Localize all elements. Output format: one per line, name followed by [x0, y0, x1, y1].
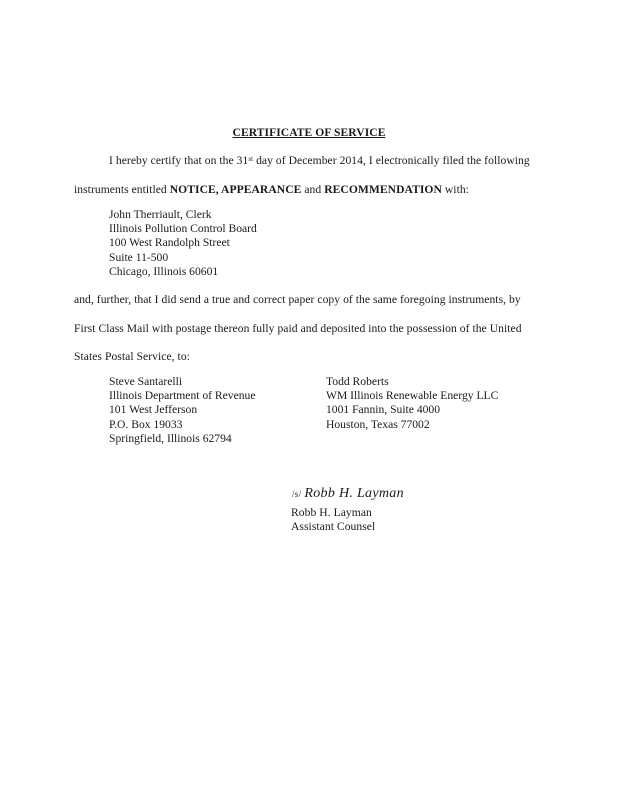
revenue-address-block	[109, 375, 256, 446]
wm-address-block	[326, 375, 498, 432]
signer-name: Robb H. Layman	[291, 506, 372, 519]
address-line: Illinois Department of Revenue	[109, 389, 256, 403]
signer-title: Assistant Counsel	[291, 520, 376, 533]
certification-text-start: I hereby certify that on the 31	[109, 154, 249, 167]
clerk-address-block	[109, 208, 257, 279]
address-line: 1001 Fannin, Suite 4000	[326, 403, 441, 417]
ordinal-suffix: st	[248, 155, 254, 163]
address-line: 100 West Randolph Street	[109, 236, 230, 250]
address-line: Houston, Texas 77002	[326, 417, 430, 431]
address-line: Illinois Pollution Control Board	[109, 222, 257, 236]
mail-service-line-2: First Class Mail with postage thereon fully paid and deposited into the possession of the United	[74, 322, 522, 335]
with-text: with:	[441, 183, 469, 196]
certification-text-end: day of December 2014, I electronically filed the following	[253, 154, 530, 167]
address-line: Chicago, Illinois 60601	[109, 264, 219, 278]
address-line: John Therriault, Clerk	[109, 208, 212, 221]
mail-service-line-1: and, further, that I did send a true and correct paper copy of the same foregoing instruments, by	[74, 293, 521, 306]
conjunction-text: and	[301, 183, 325, 196]
instruments-text: instruments entitled	[74, 183, 170, 196]
mail-service-line-3: States Postal Service, to:	[74, 350, 190, 363]
signature-prefix: /s/	[292, 489, 302, 499]
address-line: Springfield, Illinois 62794	[109, 431, 232, 445]
instrument-name-recommendation: RECOMMENDATION	[324, 183, 442, 196]
address-line: Suite 11-500	[109, 250, 169, 264]
electronic-signature	[292, 485, 404, 502]
certification-line-2	[74, 183, 469, 197]
address-line: 101 West Jefferson	[109, 403, 198, 417]
page-title: CERTIFICATE OF SERVICE	[232, 126, 386, 139]
certification-line-1	[109, 154, 530, 168]
instrument-names: NOTICE, APPEARANCE	[169, 183, 302, 196]
signature-script: Robb H. Layman	[304, 486, 404, 501]
address-line: Steve Santarelli	[109, 375, 183, 388]
address-line: Todd Roberts	[326, 375, 389, 388]
address-line: WM Illinois Renewable Energy LLC	[326, 389, 499, 403]
address-line: P.O. Box 19033	[109, 417, 183, 431]
